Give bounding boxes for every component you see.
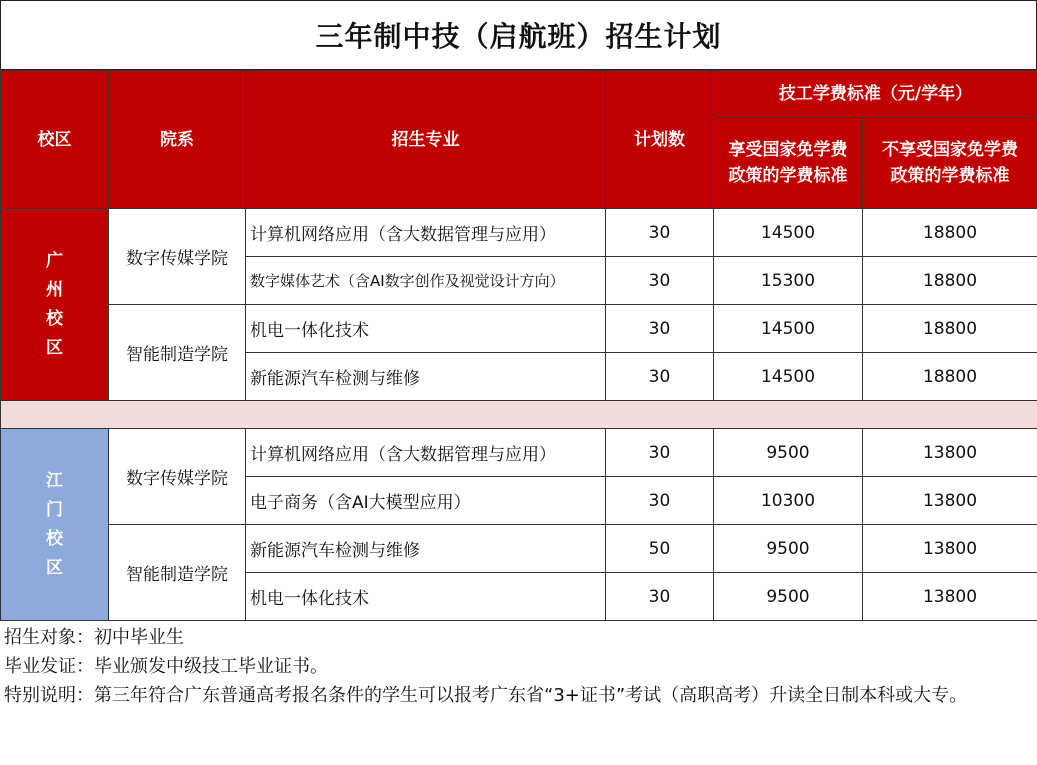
fee-a-cell: 14500 [714, 305, 863, 353]
header-major: 招生专业 [246, 71, 606, 209]
plan-cell: 30 [606, 257, 714, 305]
campus-char: 江 [46, 470, 63, 491]
fee-a-cell: 14500 [714, 353, 863, 401]
plan-cell: 30 [606, 429, 714, 477]
plan-cell: 30 [606, 305, 714, 353]
major-cell: 计算机网络应用（含大数据管理与应用） [246, 429, 606, 477]
major-cell: 机电一体化技术 [246, 305, 606, 353]
note-certificate: 毕业发证：毕业颁发中级技工毕业证书。 [4, 656, 328, 677]
note-special: 特别说明：第三年符合广东普通高考报名条件的学生可以报考广东省“3+证书”考试（高职高考）升读全日制本科或大专。 [4, 685, 968, 706]
major-cell: 新能源汽车检测与维修 [246, 525, 606, 573]
spacer-cell [1, 401, 1037, 429]
header-fee-a-line2: 政策的学费标准 [728, 166, 848, 186]
fee-a-cell: 9500 [714, 573, 863, 621]
fee-a-cell: 9500 [714, 525, 863, 573]
fee-a-cell: 14500 [714, 209, 863, 257]
campus-char: 门 [46, 499, 63, 520]
dept-cell: 智能制造学院 [109, 525, 246, 621]
dept-cell: 数字传媒学院 [109, 429, 246, 525]
table-row [1, 305, 1037, 353]
header-campus: 校区 [1, 71, 109, 209]
major-cell: 数字媒体艺术（含AI数字创作及视觉设计方向） [246, 257, 606, 305]
spacer-row [1, 401, 1037, 429]
campus-char: 区 [46, 337, 63, 358]
campus-guangzhou [1, 209, 109, 401]
header-fee-a [714, 118, 863, 209]
fee-b-cell: 13800 [863, 429, 1037, 477]
campus-char: 广 [46, 250, 63, 271]
dept-cell: 智能制造学院 [109, 305, 246, 401]
enrollment-table [0, 70, 1037, 621]
header-fee-a-line1: 享受国家免学费 [728, 140, 848, 160]
header-dept: 院系 [109, 71, 246, 209]
fee-b-cell: 13800 [863, 525, 1037, 573]
header-plan: 计划数 [606, 71, 714, 209]
fee-b-cell: 18800 [863, 257, 1037, 305]
page-title: 三年制中技（启航班）招生计划 [0, 0, 1037, 70]
header-fee-group: 技工学费标准（元/学年） [714, 71, 1037, 118]
header-fee-b-line1: 不享受国家免学费 [882, 140, 1018, 160]
campus-char: 校 [46, 528, 63, 549]
major-cell: 机电一体化技术 [246, 573, 606, 621]
fee-b-cell: 18800 [863, 353, 1037, 401]
dept-cell: 数字传媒学院 [109, 209, 246, 305]
plan-cell: 30 [606, 573, 714, 621]
campus-char: 区 [46, 557, 63, 578]
fee-a-cell: 15300 [714, 257, 863, 305]
note-target: 招生对象：初中毕业生 [4, 627, 184, 648]
plan-cell: 50 [606, 525, 714, 573]
table-row [1, 209, 1037, 257]
campus-char: 州 [46, 279, 63, 300]
campus-jiangmen [1, 429, 109, 621]
fee-a-cell: 10300 [714, 477, 863, 525]
plan-cell: 30 [606, 353, 714, 401]
header-fee-b-line2: 政策的学费标准 [890, 166, 1010, 186]
header-fee-b [863, 118, 1037, 209]
fee-b-cell: 13800 [863, 573, 1037, 621]
plan-cell: 30 [606, 477, 714, 525]
major-cell: 新能源汽车检测与维修 [246, 353, 606, 401]
table-row [1, 429, 1037, 477]
fee-b-cell: 13800 [863, 477, 1037, 525]
major-cell: 电子商务（含AI大模型应用） [246, 477, 606, 525]
notes-section [0, 621, 1037, 710]
fee-b-cell: 18800 [863, 305, 1037, 353]
plan-cell: 30 [606, 209, 714, 257]
fee-b-cell: 18800 [863, 209, 1037, 257]
campus-char: 校 [46, 308, 63, 329]
table-row [1, 525, 1037, 573]
fee-a-cell: 9500 [714, 429, 863, 477]
major-cell: 计算机网络应用（含大数据管理与应用） [246, 209, 606, 257]
